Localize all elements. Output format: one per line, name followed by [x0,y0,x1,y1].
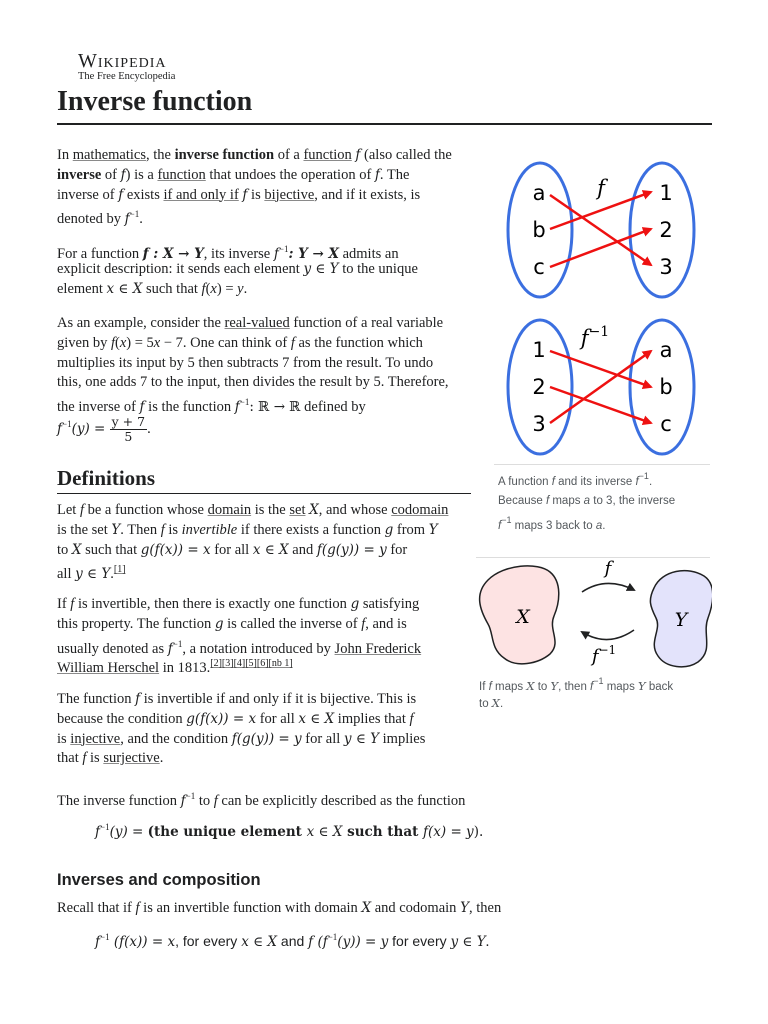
arrow-2-c [550,387,651,423]
link-bijective[interactable]: bijective [264,186,315,203]
link-mathematics[interactable]: mathematics [72,147,146,163]
arrow-1-b [550,351,651,387]
composition-paragraph-1: Recall that if f is an invertible function with domain X and codomain Y, then [57,900,502,916]
display-equation-composition: $f^{-1}$ (f(x)) = x, for every x ∈ X and f $(f^{-1}(y)) = y$ for every y ∈ Y. [95,932,490,950]
top-right-2: 2 [659,218,673,242]
link-surjective[interactable]: surjective [103,750,160,767]
intro-paragraph-1: In mathematics, the inverse function of a function f (also called the inverse of f) is a function that undoes the operation of f. The inverse of f exists if and only if f is bijective, and if it exists, is denoted by $f^{-1}$. [57,147,452,228]
top-left-c: c [533,255,545,279]
definitions-divider [57,493,471,494]
figure1-caption-divider [494,464,710,465]
top-left-a: a [532,181,546,205]
bottom-left-3: 3 [532,412,546,436]
set-y-label: Y [674,609,688,631]
link-real-valued[interactable]: real-valued [224,315,290,331]
top-label-f: f [597,176,605,200]
bottom-right-c: c [660,412,672,436]
display-equation-inverse-definition: $f^{-1}(y) = (the$ unique element x ∈ X such that f(x) = y). [95,822,484,840]
arrow-c-2 [550,229,651,267]
bottom-left-2: 2 [532,375,546,399]
arrow-f-label: f [604,558,612,579]
bottom-right-b: b [659,375,673,399]
figure1-caption: A function f and its inverse $f^{-1}$. Because f maps a to 3, the inverse $f^{-1}$ maps 3 back to a. [498,471,676,532]
arrow-a-3 [550,195,651,265]
section-heading-inverses-composition: Inverses and composition [57,871,261,889]
title-divider [57,123,712,125]
definitions-paragraph-1: Let f be a function whose domain is the set X, and whose codomain is the set Y. Then f is invertible if there exists a function g from Y to X such that g(f(x)) = x for all x ∈ X and f(g(y)) = y for all y ∈ Y.[1] [57,502,449,583]
page-title: Inverse function [57,86,253,117]
figure-function-inverse-mapping [495,155,710,465]
arrow-finv-label: $f^{-1}$ [591,643,617,667]
wikipedia-wordmark[interactable]: Wikipedia [78,50,167,72]
bottom-label-finv: $f^{-1}$ [580,324,610,350]
bottom-left-1: 1 [532,338,546,362]
bottom-right-a: a [659,338,673,362]
arrow-finv-backward [582,630,634,640]
link-domain[interactable]: domain [207,502,252,518]
wikipedia-tagline: The Free Encyclopedia [78,71,176,82]
fraction: $\frac{y + 7}{5}$ [111,414,146,445]
top-right-1: 1 [659,181,673,205]
figure2-caption: If f maps X to Y, then $f^{-1}$ maps Y back to X. [479,676,674,710]
section-heading-definitions: Definitions [57,466,156,490]
figure-sets-x-y [476,558,712,672]
reference-group[interactable]: [2][3][4][5][6][nb 1] [210,658,293,670]
link-john-frederick[interactable]: John Frederick [334,640,422,657]
link-codomain[interactable]: codomain [391,502,449,518]
top-right-3: 3 [659,255,673,279]
arrow-f-forward [582,583,634,592]
set-x-label: X [516,606,530,628]
definitions-paragraph-2: If f is invertible, then there is exactly one function g satisfying this property. The function g is called the inverse of f, and is usually denoted as $f^{-1}$, a notation introduced by John Frederick William Herschel in 1813.[2][3][4][5][6][nb 1] [57,596,422,677]
intro-paragraph-3: As an example, consider the real-valued function of a real variable given by f(x) = 5x − 7. One can think of f as the function which multiplies its input by 5 then subtracts 7 from the result. To undo this, one adds 7 to the input, then divides the result by 5. Therefore, the inverse of f is the function $f^{-1}$: ℝ → ℝ defined by $f^{-1}(y)$ = $\frac{y + 7}{5}$ . [57,315,449,445]
link-set[interactable]: set [289,502,306,518]
top-left-b: b [532,218,546,242]
link-function-2[interactable]: function [157,166,206,183]
link-function[interactable]: function [303,147,352,163]
intro-paragraph-2: For a function f : X → Y, its inverse $f^{-1}$: Y → X admits an explicit description: it sends each element y ∈ Y to the unique element x ∈ X such that f(x) = y. [57,244,418,297]
link-if-and-only-if[interactable]: if and only if [163,186,239,203]
link-william-herschel[interactable]: William Herschel [57,660,160,677]
arrow-3-a [550,351,651,423]
link-injective[interactable]: injective [70,730,121,747]
definitions-paragraph-3: The function f is invertible if and only if it is bijective. This is because the condition g(f(x)) = x for all x ∈ X implies that f is injective, and the condition f(g(y)) = y for all y ∈ Y implies that f is surjective. [57,691,426,767]
reference-1[interactable]: [1] [113,564,126,576]
definitions-paragraph-4: The inverse function $f^{-1}$ to f can be explicitly described as the function [57,791,466,809]
